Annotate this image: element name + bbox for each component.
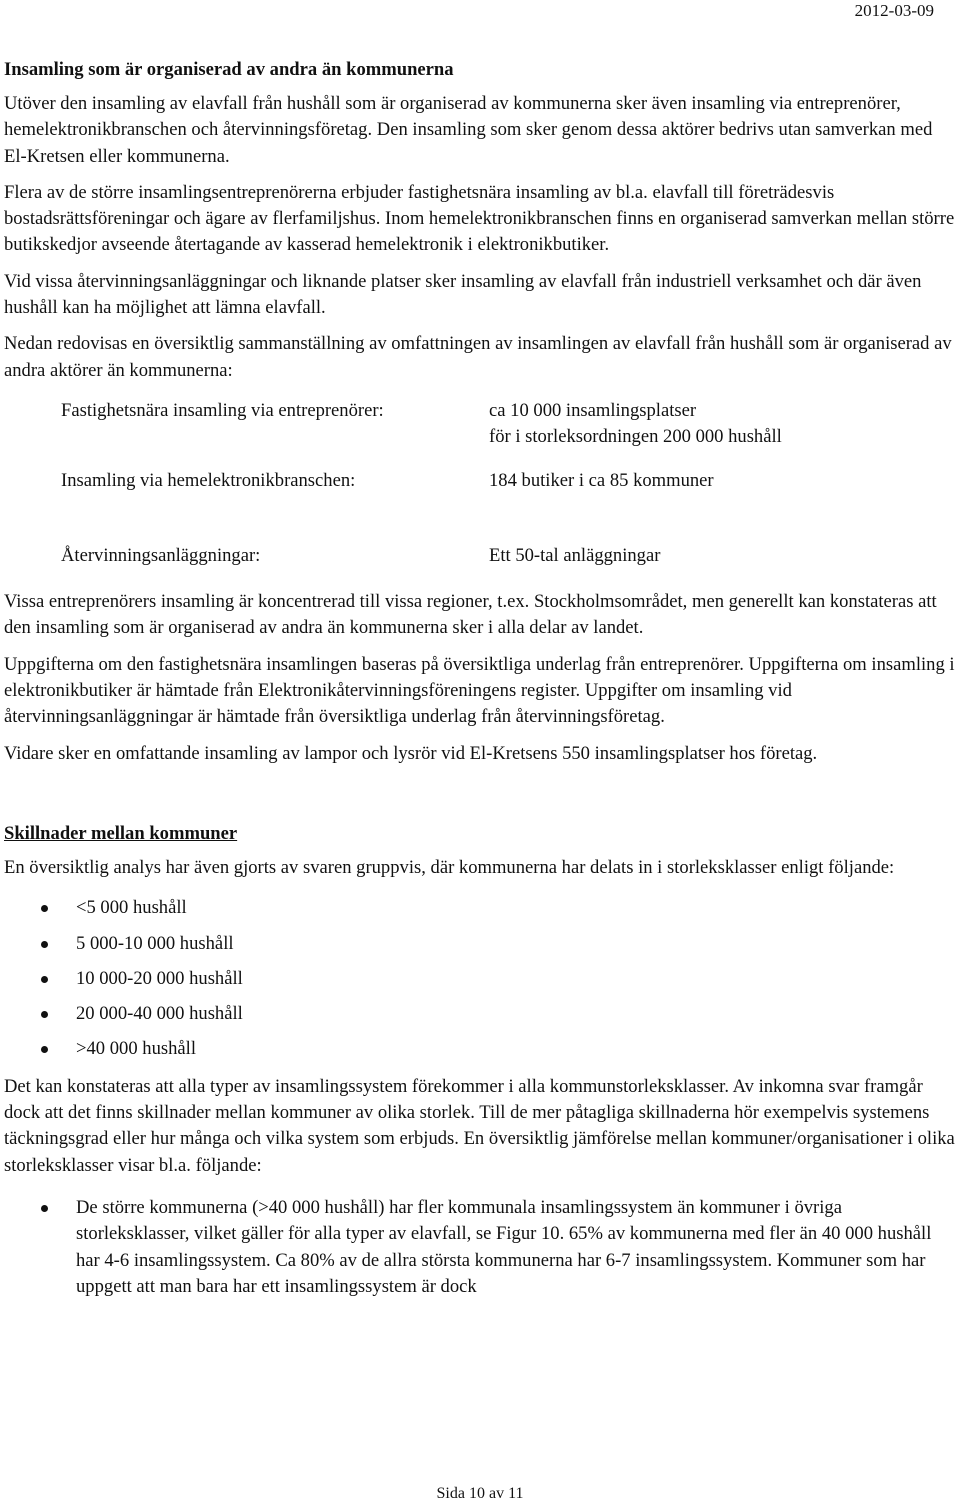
summary-value xyxy=(489,398,958,451)
paragraph: En översiktlig analys har även gjorts av svaren gruppvis, där kommunerna har delats in i storleksklasser enligt följande: xyxy=(4,856,895,878)
list-item: 5 000-10 000 hushåll xyxy=(4,931,958,957)
page-body xyxy=(4,57,958,1311)
section-heading-municipal-differences: Skillnader mellan kommuner xyxy=(4,822,238,844)
paragraph: Vidare sker en omfattande insamling av lampor och lysrör vid El-Kretsens 550 insamlingsplatser hos företag. xyxy=(4,742,818,764)
section-heading-other-collection: Insamling som är organiserad av andra än kommunerna xyxy=(4,59,454,80)
summary-value-line: ca 10 000 insamlingsplatser xyxy=(489,399,697,421)
page-number: Sida 10 av 11 xyxy=(436,1485,524,1502)
summary-label: Insamling via hemelektronikbranschen: xyxy=(61,469,356,491)
paragraph: Flera av de större insamlingsentreprenörerna erbjuder fastighetsnära insamling av bl.a. elavfall till företrädesvis bostadsrättsföreningar och ägare av flerfamiljshus. Inom hemelektronikbranschen finns en organiserad samverkan mellan större butikskedjor avseende återtagande av kasserad hemelektronik i elektronikbutiker. xyxy=(4,181,955,256)
size-class-list xyxy=(4,895,958,1062)
list-item: 10 000-20 000 hushåll xyxy=(4,966,958,992)
paragraph: Nedan redovisas en översiktlig sammanställning av omfattningen av insamlingen av elavfall från hushåll som är organiserad av andra aktörer än kommunerna: xyxy=(4,333,952,381)
paragraph: Vissa entreprenörers insamling är koncentrerad till vissa regioner, t.ex. Stockholmsområdet, men generellt kan konstateras att den insamling som är organiserad av andra än kommunerna sker i alla delar av landet. xyxy=(4,591,937,639)
section-gap xyxy=(4,777,958,821)
paragraph: Utöver den insamling av elavfall från hushåll som är organiserad av kommunerna sker även insamling via entreprenörer, hemelektronikbranschen och återvinningsföretag. Den insamling som sker genom dessa aktörer bedrivs utan samverkan med El-Kretsen eller kommunerna. xyxy=(4,93,933,167)
collection-summary xyxy=(61,398,958,569)
list-item: 20 000-40 000 hushåll xyxy=(4,1001,958,1027)
findings-list xyxy=(4,1195,958,1300)
summary-row xyxy=(61,543,958,569)
document-date: 2012-03-09 xyxy=(854,1,934,20)
paragraph: Det kan konstateras att alla typer av insamlingssystem förekommer i alla kommunstorleksklasser. Av inkomna svar framgår dock att det finns skillnader mellan kommuner av olika storlek. Till de mer påtagliga skillnaderna hör exempelvis systemens täckningsgrad eller hur många och vilka system som erbjuds. En översiktlig jämförelse mellan kommuner/organisationer i olika storleksklasser visar bl.a. följande: xyxy=(4,1075,955,1176)
summary-label: Återvinningsanläggningar: xyxy=(61,544,261,566)
list-item: >40 000 hushåll xyxy=(4,1036,958,1062)
list-item: De större kommunerna (>40 000 hushåll) har fler kommunala insamlingssystem än kommuner i övriga storleksklasser, vilket gäller för alla typer av elavfall, se Figur 10. 65% av kommunerna med fler än 40 000 hushåll har 4-6 insamlingssystem. Ca 80% av de allra största kommunerna har 6-7 insamlingssystem. Kommuner som har uppgett att man bara har ett insamlingssystem är dock xyxy=(4,1195,958,1300)
summary-value: 184 butiker i ca 85 kommuner xyxy=(489,469,714,491)
summary-row xyxy=(61,468,958,494)
paragraph: Vid vissa återvinningsanläggningar och liknande platser sker insamling av elavfall från industriell verksamhet och där även hushåll kan ha möjlighet att lämna elavfall. xyxy=(4,270,922,319)
summary-label: Fastighetsnära insamling via entreprenörer: xyxy=(61,399,384,421)
summary-value: Ett 50-tal anläggningar xyxy=(489,544,661,566)
paragraph: Uppgifterna om den fastighetsnära insamlingen baseras på översiktliga underlag från entreprenörer. Uppgifterna om insamling i elektronikbutiker är hämtade från Elektronikåtervinningsföreningens register. Uppgifter om insamling vid återvinningsanläggningar är hämtade från översiktliga underlag från återvinningsföretag. xyxy=(4,653,955,728)
summary-row xyxy=(61,398,958,451)
summary-value-line: för i storleksordningen 200 000 hushåll xyxy=(489,426,782,448)
list-item: <5 000 hushåll xyxy=(4,895,958,921)
